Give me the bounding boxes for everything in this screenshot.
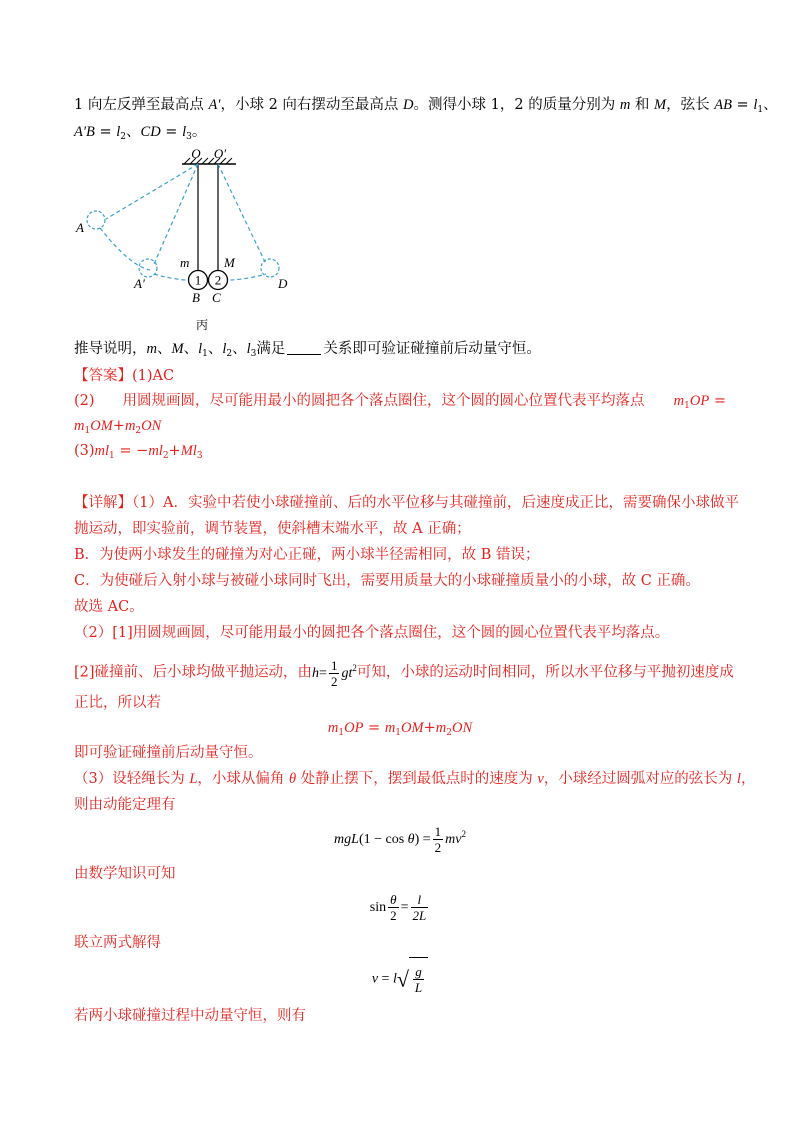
detail-line-6	[74, 623, 669, 643]
text: C．为使碰后入射小球与被碰小球同时飞出，需要用质量大的小球碰撞质量小的小球，故 C 正确。	[74, 573, 700, 589]
text: 联立两式解得	[74, 935, 161, 951]
fraction: $\frac{1}{2}$	[330, 658, 338, 689]
subscript: 3	[196, 451, 203, 461]
answer-label: 【答案】	[74, 368, 132, 384]
detail-line-3	[74, 545, 540, 565]
var: gt	[341, 665, 353, 681]
fraction: $\frac{\theta}{2}$	[390, 892, 397, 924]
detail-line-8	[74, 693, 161, 713]
text: 、	[183, 341, 199, 357]
var: m	[74, 418, 85, 434]
label-O: O	[191, 146, 201, 161]
detail-line-9	[74, 743, 263, 763]
equation-2: mgL(1 − cos θ) = $\frac{1}{2}$ $mv^2$	[334, 824, 466, 856]
var: Ml	[180, 443, 197, 459]
detail-line-14	[74, 1006, 306, 1026]
text: 、	[126, 124, 141, 140]
text: 和	[630, 97, 655, 113]
var: l	[182, 124, 187, 140]
var: l	[246, 341, 251, 357]
var: m	[673, 393, 685, 409]
text: +	[168, 443, 181, 459]
var: v	[537, 771, 544, 787]
var: l	[198, 341, 203, 357]
text: =	[94, 124, 117, 140]
text: ，小球从偏角	[197, 771, 290, 787]
subscript: 1	[684, 401, 690, 411]
figure-caption: 丙	[196, 318, 209, 332]
var: θ	[289, 771, 297, 787]
equation-4: v = l√ $\frac{g}{L}$	[0, 957, 800, 1001]
label-O-prime: O′	[213, 146, 227, 161]
var: m	[146, 341, 157, 357]
var: OM	[90, 418, 113, 434]
text: 处静止摆下，摆到最低点时的速度为	[296, 771, 538, 787]
text: 、	[156, 341, 172, 357]
var: A′	[208, 97, 221, 113]
text: 。	[191, 124, 207, 140]
answer-1: (1)AC	[132, 368, 175, 384]
sqrt-symbol: √ $\frac{g}{L}$	[397, 957, 428, 1002]
text: (3)	[74, 443, 95, 459]
text: 即可验证碰撞前后动量守恒。	[74, 745, 263, 761]
detail-line-2	[74, 519, 471, 539]
text: [2]碰撞前、后小球均做平抛运动，由	[74, 664, 313, 681]
var: ml	[148, 443, 163, 459]
intro-line-2	[74, 122, 206, 142]
label-A: A	[76, 220, 84, 235]
detail-line-7	[74, 658, 734, 689]
var: M	[654, 97, 667, 113]
text: ，	[740, 771, 756, 787]
text: 可知，小球的运动时间相同，所以水平位移与平抛初速度成	[356, 664, 734, 681]
var: l	[222, 341, 227, 357]
label-C: C	[212, 290, 221, 305]
answer-line-2	[74, 391, 726, 411]
var: D	[403, 97, 414, 113]
text: 关系即可验证碰撞前后动量守恒。	[323, 341, 541, 357]
subscript: 2	[120, 132, 127, 142]
var: ml	[94, 443, 110, 459]
var: ON	[141, 418, 162, 434]
equation-3: sin $\frac{\theta}{2}$ = $\frac{l}{2L}$	[369, 892, 427, 924]
subscript: 2	[226, 349, 233, 359]
var: m	[124, 418, 136, 434]
subscript: 1	[84, 426, 91, 436]
fraction: $\frac{1}{2}$	[434, 824, 442, 856]
text: 抛运动，即实验前，调节装置，使斜槽末端水平，故 A 正确；	[74, 521, 471, 537]
text: B．为使两小球发生的碰撞为对心正碰，两小球半径需相同，故 B 错误；	[74, 547, 540, 563]
text: ，小球 2 向右摆动至最高点	[220, 97, 404, 113]
subscript: 1	[202, 349, 208, 359]
detail-line-1	[74, 493, 739, 513]
intro-line-1	[74, 95, 778, 115]
text: 、	[207, 341, 223, 357]
text: （1）A．实验中若使小球碰撞前、后的水平位移与其碰撞前，后速度成正比，需要确保小球做平	[132, 495, 739, 511]
detail-line-13	[74, 933, 161, 953]
ball-A	[87, 211, 105, 229]
text: =	[160, 124, 183, 140]
var: OP	[689, 393, 710, 409]
answer-line-3	[74, 416, 161, 436]
detail-line-12	[74, 864, 176, 884]
text: 推导说明，	[74, 341, 147, 357]
text: 若两小球碰撞过程中动量守恒，则有	[74, 1008, 306, 1024]
text: 则由动能定理有	[74, 797, 176, 813]
answer-line-4	[74, 441, 203, 461]
question-line	[74, 339, 541, 359]
label-m: m	[180, 255, 190, 270]
answer-blank	[287, 340, 321, 355]
detail-line-11	[74, 795, 176, 815]
text: ，小球经过圆弧对应的弦长为	[543, 771, 737, 787]
var: A′B	[74, 124, 95, 140]
text: 满足	[256, 341, 286, 357]
label-B: B	[192, 290, 200, 305]
text: 、	[232, 341, 247, 357]
text: =	[709, 393, 726, 409]
subscript: 1	[109, 451, 115, 461]
label-M: M	[224, 255, 235, 270]
var: h	[312, 665, 320, 681]
subscript: 1	[757, 105, 764, 115]
text: (2)	[74, 393, 95, 409]
pendulum-figure	[70, 146, 310, 336]
equation-1: $m_1OP = m_1OM+m_2ON$	[327, 720, 473, 738]
detail-label: 【详解】	[74, 495, 132, 511]
ball-A-prime	[139, 259, 157, 277]
var: L	[189, 771, 198, 787]
text: 由数学知识可知	[74, 866, 176, 882]
text: =	[319, 665, 327, 681]
text: +	[112, 418, 125, 434]
text: 正比，所以若	[74, 695, 161, 711]
text: （2）[1]用圆规画圆，尽可能用最小的圆把各个落点圈住，这个圆的圆心位置代表平均落点。	[74, 625, 670, 641]
var: AB	[714, 97, 732, 113]
text: ，弦长	[666, 97, 715, 113]
detail-line-4	[74, 571, 700, 591]
subscript: 3	[250, 349, 257, 359]
text: 用圆规画圆，尽可能用最小的圆把各个落点圈住，这个圆的圆心位置代表平均落点	[122, 393, 645, 409]
subscript: 3	[186, 132, 192, 142]
var: l	[116, 124, 121, 140]
label-D: D	[278, 276, 288, 291]
var: CD	[140, 124, 161, 140]
ball-D	[261, 259, 279, 277]
subscript: 2	[135, 426, 142, 436]
text: 故选 AC。	[74, 599, 144, 615]
label-A-prime: A′	[134, 276, 145, 291]
text: = −	[114, 443, 149, 459]
ball-2-label: 2	[214, 272, 222, 288]
text: 、	[763, 97, 778, 113]
text: （3）设轻绳长为	[74, 771, 190, 787]
var: l	[753, 97, 758, 113]
subscript: 2	[162, 451, 169, 461]
var: M	[171, 341, 184, 357]
text: 1 向左反弹至最高点	[74, 97, 209, 113]
detail-line-10	[74, 769, 755, 789]
answer-line-1	[74, 366, 174, 386]
ball-1-label: 1	[194, 272, 202, 288]
superscript: 2	[352, 662, 357, 673]
text: 。测得小球 1，2 的质量分别为	[413, 97, 620, 113]
var: l	[736, 771, 741, 787]
fraction: $\frac{g}{L}$	[414, 964, 423, 996]
text: =	[731, 97, 754, 113]
detail-line-5	[74, 597, 144, 617]
fraction: $\frac{l}{2L}$	[412, 892, 427, 924]
var: m	[619, 97, 631, 113]
